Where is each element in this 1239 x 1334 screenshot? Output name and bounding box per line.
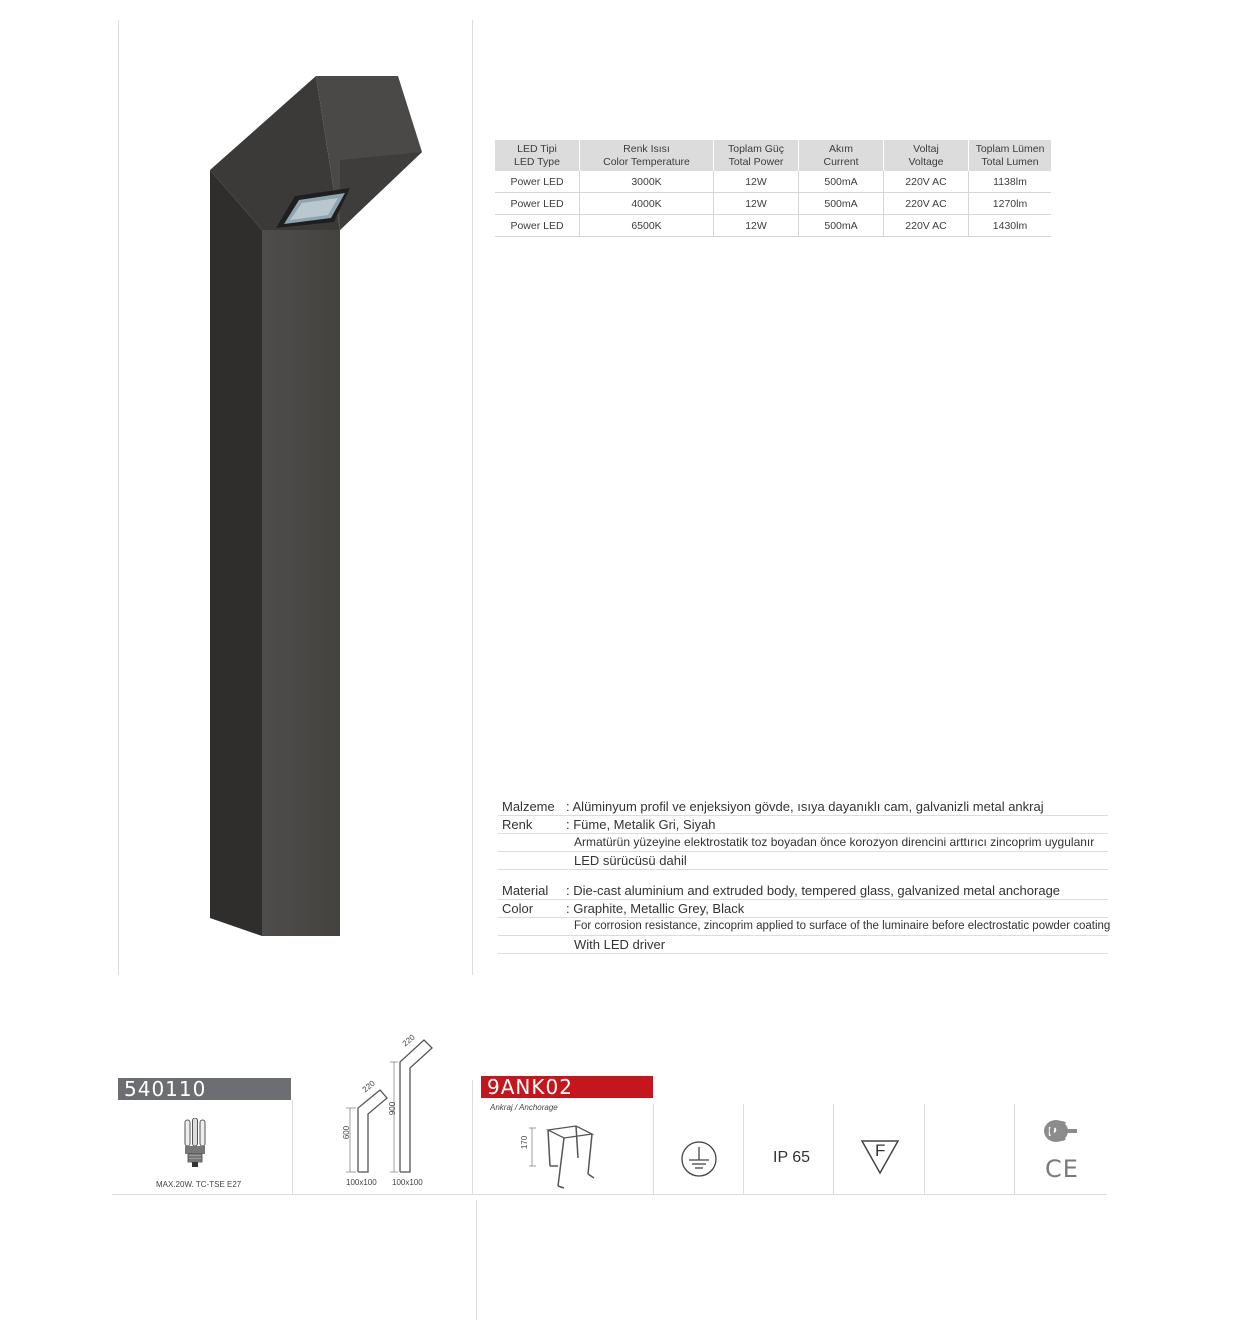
color-key-tr: Renk — [502, 817, 533, 832]
material-key-en: Material — [502, 883, 549, 898]
footer-separator — [833, 1104, 834, 1194]
dim-large-base: 100x100 — [392, 1178, 423, 1187]
cell-color-temperature: 4000K — [580, 193, 714, 215]
footer-separator — [924, 1104, 925, 1194]
cell-voltage: 220V AC — [884, 171, 969, 193]
driver-row-en — [498, 936, 1108, 954]
ip-rating: IP 65 — [773, 1149, 811, 1166]
header-color-temperature: Renk Isısı Color Temperature — [580, 140, 714, 171]
footer-separator — [1014, 1104, 1015, 1194]
cell-current: 500mA — [799, 171, 884, 193]
color-row-en — [498, 900, 1108, 918]
header-total-lumen: Toplam Lümen Total Lumen — [969, 140, 1052, 171]
note-en: For corrosion resistance, zincoprim applied to surface of the luminaire before electrostatic powder coating — [574, 920, 1111, 932]
color-value-tr: : Füme, Metalik Gri, Siyah — [566, 817, 716, 832]
driver-row-tr — [498, 852, 1108, 870]
earth-ground-icon — [680, 1140, 718, 1178]
spec-table — [495, 140, 1051, 237]
note-row-tr — [498, 834, 1108, 852]
cell-total-lumen: 1430lm — [969, 215, 1052, 237]
note-tr: Armatürün yüzeyine elektrostatik toz boyadan önce korozyon direncini arttırıcı zincoprim uygulanır — [574, 835, 1095, 849]
material-row-tr — [498, 798, 1108, 816]
dim-small-height: 600 — [342, 1125, 352, 1140]
material-value-en: : Die-cast aluminium and extruded body, tempered glass, galvanized metal anchorage — [566, 883, 1061, 898]
header-current: Akım Current — [799, 140, 884, 171]
cell-total-power: 12W — [714, 215, 799, 237]
f-mark-letter: F — [875, 1141, 886, 1160]
header-total-power: Toplam Güç Total Power — [714, 140, 799, 171]
material-value-tr: : Alüminyum profil ve enjeksiyon gövde, ısıya dayanıklı cam, galvanizli metal ankraj — [566, 799, 1044, 814]
footer-separator — [653, 1104, 654, 1194]
dim-small-top: 220 — [360, 1078, 377, 1095]
cell-current: 500mA — [799, 193, 884, 215]
note-row-en — [498, 918, 1111, 936]
color-key-en: Color — [502, 901, 534, 916]
table-row — [495, 215, 1051, 237]
table-row — [495, 193, 1051, 215]
bollard-product-image — [200, 70, 430, 940]
bulb-label: MAX.20W. TC-TSE E27 — [156, 1180, 242, 1189]
footer-separator — [472, 1080, 473, 1194]
color-value-en: : Graphite, Metallic Grey, Black — [566, 901, 745, 916]
cell-total-power: 12W — [714, 193, 799, 215]
pct-certification-icon — [1043, 1118, 1079, 1144]
middle-frame-line — [472, 20, 473, 975]
description-turkish — [498, 798, 1108, 870]
footer-separator — [743, 1104, 744, 1194]
driver-en: With LED driver — [574, 937, 666, 952]
cell-total-power: 12W — [714, 171, 799, 193]
footer-bottom-line — [112, 1194, 1107, 1195]
lamp-bulb-icon — [182, 1118, 208, 1170]
description-english — [498, 882, 1111, 954]
anchor-label: Ankraj / Anchorage — [490, 1103, 558, 1112]
cell-voltage: 220V AC — [884, 193, 969, 215]
header-voltage: Voltaj Voltage — [884, 140, 969, 171]
cell-voltage: 220V AC — [884, 215, 969, 237]
dim-small-base: 100x100 — [346, 1178, 377, 1187]
material-row-en — [498, 882, 1108, 900]
cell-color-temperature: 3000K — [580, 171, 714, 193]
material-key-tr: Malzeme — [502, 799, 555, 814]
anchor-code-bar: 9ANK02 — [481, 1076, 653, 1098]
footer-separator — [292, 1100, 293, 1194]
dim-large-top: 220 — [400, 1032, 417, 1049]
cell-led-type: Power LED — [495, 193, 580, 215]
table-row — [495, 171, 1051, 193]
cell-color-temperature: 6500K — [580, 215, 714, 237]
cell-led-type: Power LED — [495, 215, 580, 237]
anchor-height: 170 — [520, 1135, 530, 1150]
cell-total-lumen: 1138lm — [969, 171, 1052, 193]
color-row-tr — [498, 816, 1108, 834]
table-header-row — [495, 140, 1051, 171]
cell-current: 500mA — [799, 215, 884, 237]
dim-large-height: 900 — [388, 1101, 398, 1116]
cell-led-type: Power LED — [495, 171, 580, 193]
product-code-bar: 540110 — [118, 1078, 291, 1100]
header-led-type: LED Tipi LED Type — [495, 140, 580, 171]
anchorage-drawing — [528, 1122, 598, 1192]
svg-text:P: P — [1048, 1124, 1057, 1139]
ce-mark: CE — [1045, 1155, 1079, 1183]
left-frame-line — [118, 20, 119, 975]
cell-total-lumen: 1270lm — [969, 193, 1052, 215]
bottom-frame-line — [476, 1200, 477, 1320]
driver-tr: LED sürücüsü dahil — [574, 853, 687, 868]
